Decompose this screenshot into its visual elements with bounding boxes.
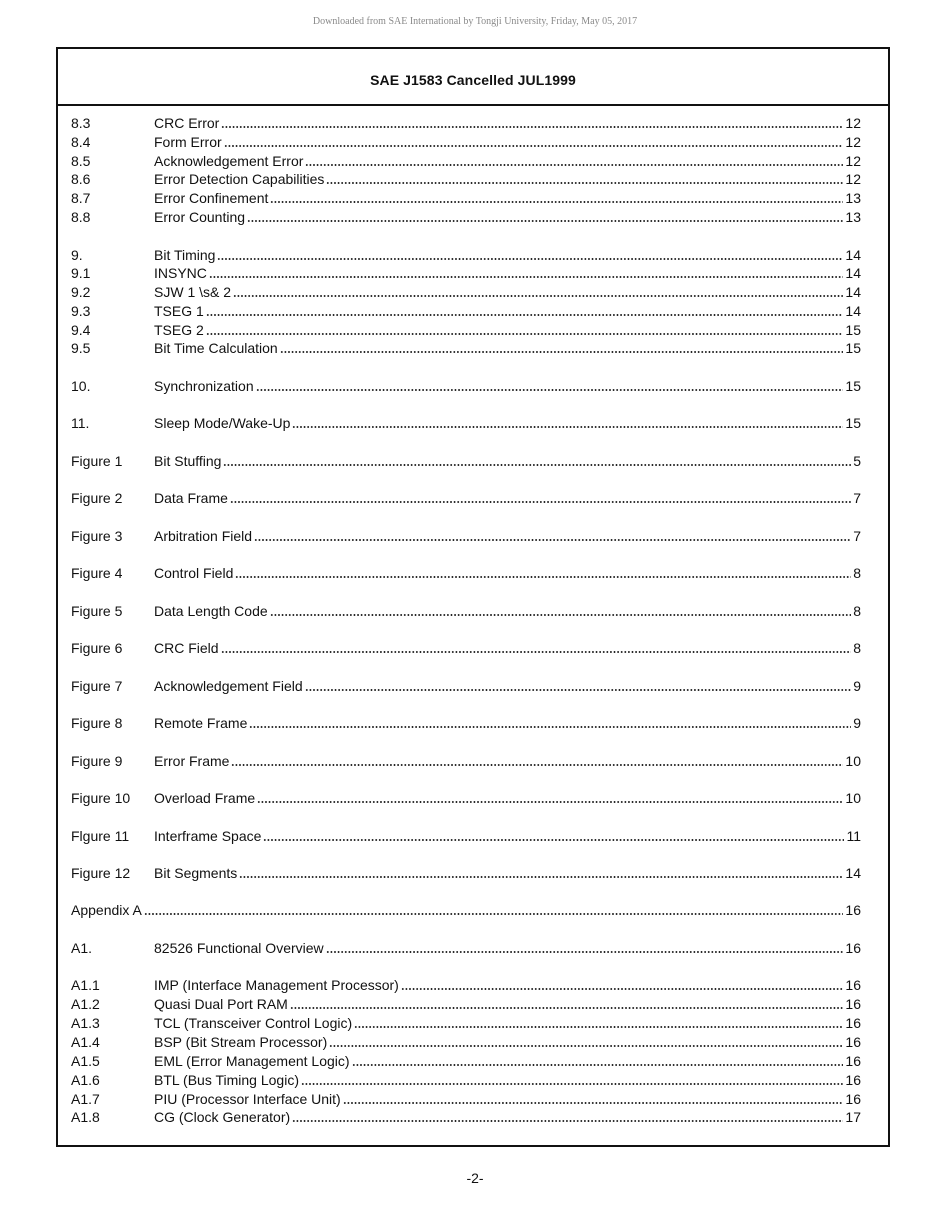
- toc-entry-number: Figure 12: [71, 865, 131, 881]
- toc-entry-title: Data Frame: [154, 490, 228, 506]
- toc-entry-title: Arbitration Field: [154, 528, 253, 544]
- toc-entry-title: Control Field: [154, 565, 234, 581]
- toc-entry: [58, 1089, 888, 1108]
- toc-entry-title: Bit Stuffing: [154, 453, 222, 469]
- toc-entry-page: 16: [845, 1053, 861, 1069]
- toc-entry-page: 7: [853, 528, 861, 544]
- toc-entry-number: 9.2: [71, 284, 91, 300]
- toc-entry-page: 14: [845, 303, 861, 319]
- toc-entry: [58, 263, 888, 282]
- toc-entry-page: 14: [845, 265, 861, 281]
- toc-entry: [58, 826, 888, 845]
- dot-leader: [217, 258, 843, 260]
- toc-entry-page: 7: [853, 490, 861, 506]
- dot-leader: [221, 651, 851, 653]
- dot-leader: [224, 145, 844, 147]
- dot-leader: [256, 389, 844, 391]
- toc-entry-number: 9.: [71, 247, 83, 263]
- toc-entry: [58, 1032, 888, 1051]
- toc-entry-number: A1.8: [71, 1109, 100, 1125]
- toc-entry-number: 10.: [71, 378, 91, 394]
- toc-entry-number: 9.5: [71, 340, 91, 356]
- toc-entry-number: Figure 5: [71, 603, 123, 619]
- toc-entry-number: 11.: [71, 415, 90, 431]
- dot-leader: [206, 314, 844, 316]
- toc-entry-number: Figure 3: [71, 528, 123, 544]
- toc-entry-number: Figure 2: [71, 490, 123, 506]
- toc-entry: [58, 338, 888, 357]
- toc-entry: [58, 169, 888, 188]
- toc-entry: [58, 320, 888, 339]
- dot-leader: [329, 1045, 843, 1047]
- toc-entry-title: SJW 1 \s& 2: [154, 284, 232, 300]
- toc-entry-title: Error Detection Capabilities: [154, 171, 325, 187]
- toc-entry-number: A1.6: [71, 1072, 100, 1088]
- toc-entry-number: 8.3: [71, 115, 91, 131]
- toc-entry-page: 8: [853, 565, 861, 581]
- toc-entry-title: PIU (Processor Interface Unit): [154, 1091, 341, 1107]
- dot-leader: [292, 1120, 843, 1122]
- toc-entry-number: 8.6: [71, 171, 91, 187]
- toc-entry-number: Figure 8: [71, 715, 123, 731]
- toc-entry-page: 11: [846, 828, 861, 844]
- toc-entry-number: 8.8: [71, 209, 91, 225]
- toc-entry-page: 12: [845, 153, 861, 169]
- toc-entry: [58, 1051, 888, 1070]
- toc-entry: [58, 900, 888, 919]
- toc-entry-number: A1.3: [71, 1015, 100, 1031]
- toc-entry: [58, 1070, 888, 1089]
- toc-entry-number: Flgure 11: [71, 828, 130, 844]
- toc-entry: [58, 713, 888, 732]
- toc-entry-number: Figure 6: [71, 640, 123, 656]
- toc-entry-number: Figure 10: [71, 790, 131, 806]
- dot-leader: [280, 351, 844, 353]
- document-title: SAE J1583 Cancelled JUL1999: [370, 71, 576, 88]
- dot-leader: [354, 1026, 843, 1028]
- toc-entry: [58, 938, 888, 957]
- dot-leader: [206, 333, 844, 335]
- toc-entry-title: Form Error: [154, 134, 222, 150]
- toc-entry-page: 15: [845, 322, 861, 338]
- toc-entry: [58, 638, 888, 657]
- toc-entry-title: Interframe Space: [154, 828, 262, 844]
- toc-entry-page: 16: [845, 977, 861, 993]
- toc-entry-title: Error Confinement: [154, 190, 269, 206]
- toc-entry-page: 16: [845, 1072, 861, 1088]
- dot-leader: [247, 220, 843, 222]
- toc-entry-page: 12: [845, 134, 861, 150]
- toc-entry-page: 10: [845, 753, 861, 769]
- toc-entry-page: 14: [845, 284, 861, 300]
- dot-leader: [221, 126, 843, 128]
- toc-entry-page: 10: [845, 790, 861, 806]
- toc-entry-title: TSEG 1: [154, 303, 204, 319]
- toc-entry: [58, 188, 888, 207]
- dot-leader: [352, 1064, 844, 1066]
- dot-leader: [230, 501, 851, 503]
- toc-entry-page: 12: [845, 115, 861, 131]
- toc-entry-title: Bit Time Calculation: [154, 340, 278, 356]
- toc-entry-number: A1.1: [71, 977, 100, 993]
- toc-entry-title: IMP (Interface Management Processor): [154, 977, 399, 993]
- toc-entry-title: BSP (Bit Stream Processor): [154, 1034, 328, 1050]
- dot-leader: [254, 539, 851, 541]
- dot-leader: [223, 464, 851, 466]
- toc-entry-page: 15: [845, 415, 861, 431]
- toc-entry-page: 16: [845, 996, 861, 1012]
- dot-leader: [301, 1083, 843, 1085]
- toc-entry-title: Synchronization: [154, 378, 254, 394]
- dot-leader: [401, 988, 844, 990]
- toc-entry-number: Figure 4: [71, 565, 123, 581]
- toc-entry-page: 8: [853, 603, 861, 619]
- toc-entry-title: Bit Segments: [154, 865, 238, 881]
- toc-entry: [58, 282, 888, 301]
- toc-entry-number: 8.7: [71, 190, 91, 206]
- toc-entry: [58, 151, 888, 170]
- download-watermark: Downloaded from SAE International by Tongji University, Friday, May 05, 2017: [312, 16, 638, 27]
- toc-entry-number: A1.4: [71, 1034, 100, 1050]
- toc-entry: [58, 413, 888, 432]
- toc-entry-number: A1.7: [71, 1091, 100, 1107]
- toc-entry-number: Figure 7: [71, 678, 123, 694]
- page-number: -2-: [466, 1170, 484, 1186]
- dot-leader: [231, 764, 843, 766]
- toc-entry: [58, 488, 888, 507]
- dot-leader: [343, 1102, 844, 1104]
- toc-entry-title: 82526 Functional Overview: [154, 940, 324, 956]
- toc-entry-number: A1.2: [71, 996, 100, 1012]
- toc-entry: [58, 376, 888, 395]
- toc-entry-title: Error Counting: [154, 209, 246, 225]
- dot-leader: [209, 276, 844, 278]
- dot-leader: [326, 951, 844, 953]
- dot-leader: [270, 201, 843, 203]
- toc-entry-title: Acknowledgement Error: [154, 153, 304, 169]
- toc-entry-title: Appendix A: [71, 902, 142, 918]
- dot-leader: [233, 295, 843, 297]
- toc-entry-title: Remote Frame: [154, 715, 248, 731]
- toc-entry-page: 17: [845, 1109, 861, 1125]
- toc-entry-page: 16: [845, 1091, 861, 1107]
- toc-entry-page: 15: [845, 340, 861, 356]
- toc-entry-number: 8.4: [71, 134, 91, 150]
- toc-entry-title: Sleep Mode/Wake-Up: [154, 415, 291, 431]
- toc-entry: [58, 751, 888, 770]
- toc-entry-page: 9: [853, 678, 861, 694]
- dot-leader: [326, 182, 843, 184]
- toc-entry-number: Figure 9: [71, 753, 123, 769]
- toc-entry-page: 16: [845, 1015, 861, 1031]
- toc-entry-page: 5: [853, 453, 861, 469]
- toc-entry-page: 14: [845, 865, 861, 881]
- toc-entry: [58, 1107, 888, 1126]
- toc-entry-title: TSEG 2: [154, 322, 204, 338]
- toc-entry-page: 12: [845, 171, 861, 187]
- toc-frame: [56, 47, 890, 1147]
- dot-leader: [257, 801, 843, 803]
- dot-leader: [239, 876, 843, 878]
- toc-entry-number: A1.: [71, 940, 93, 956]
- dot-leader: [305, 164, 843, 166]
- toc-entry-number: Figure 1: [71, 453, 123, 469]
- toc-entry-title: CG (Clock Generator): [154, 1109, 291, 1125]
- toc-entry-page: 16: [845, 1034, 861, 1050]
- toc-entry: [58, 526, 888, 545]
- toc-entry-title: Quasi Dual Port RAM: [154, 996, 288, 1012]
- toc-entry: [58, 563, 888, 582]
- toc-entry: [58, 863, 888, 882]
- toc-entry-title: Error Frame: [154, 753, 230, 769]
- toc-entry-title: Overload Frame: [154, 790, 256, 806]
- toc-entry: [58, 676, 888, 695]
- toc-entry-number: 9.4: [71, 322, 91, 338]
- toc-entry-page: 8: [853, 640, 861, 656]
- toc-entry-number: 9.1: [71, 265, 91, 281]
- toc-entry-page: 16: [845, 902, 861, 918]
- toc-entry-title: Acknowledgement Field: [154, 678, 303, 694]
- toc-entry: [58, 994, 888, 1013]
- toc-entry-page: 15: [845, 378, 861, 394]
- toc-entry-page: 9: [853, 715, 861, 731]
- toc-entry-number: 9.3: [71, 303, 91, 319]
- toc-entry-title: CRC Error: [154, 115, 220, 131]
- dot-leader: [263, 839, 844, 841]
- toc-entry-title: Data Length Code: [154, 603, 268, 619]
- toc-entry-title: EML (Error Management Logic): [154, 1053, 350, 1069]
- toc-entry-number: 8.5: [71, 153, 91, 169]
- dot-leader: [235, 576, 851, 578]
- toc-entry: [58, 301, 888, 320]
- toc-entry-title: TCL (Transceiver Control Logic): [154, 1015, 353, 1031]
- frame-header: [58, 49, 888, 106]
- toc-entry: [58, 245, 888, 264]
- toc-entry: [58, 132, 888, 151]
- toc-entry-page: 16: [845, 940, 861, 956]
- toc-entry: [58, 975, 888, 994]
- dot-leader: [270, 614, 851, 616]
- toc-entry-page: 14: [845, 247, 861, 263]
- toc-entry-title: INSYNC: [154, 265, 207, 281]
- dot-leader: [290, 1007, 844, 1009]
- toc-entry: [58, 207, 888, 226]
- toc-entry-title: CRC Field: [154, 640, 219, 656]
- toc-entry: [58, 788, 888, 807]
- toc-entry: [58, 601, 888, 620]
- toc-entry-page: 13: [845, 190, 861, 206]
- toc-entry-title: Bit Timing: [154, 247, 216, 263]
- dot-leader: [144, 913, 844, 915]
- toc-entry-page: 13: [845, 209, 861, 225]
- toc-entry-number: A1.5: [71, 1053, 100, 1069]
- dot-leader: [249, 726, 851, 728]
- toc-entry: [58, 113, 888, 132]
- dot-leader: [292, 426, 843, 428]
- toc-entry-title: BTL (Bus Timing Logic): [154, 1072, 299, 1088]
- dot-leader: [305, 689, 851, 691]
- toc-entry: [58, 451, 888, 470]
- toc-entry: [58, 1013, 888, 1032]
